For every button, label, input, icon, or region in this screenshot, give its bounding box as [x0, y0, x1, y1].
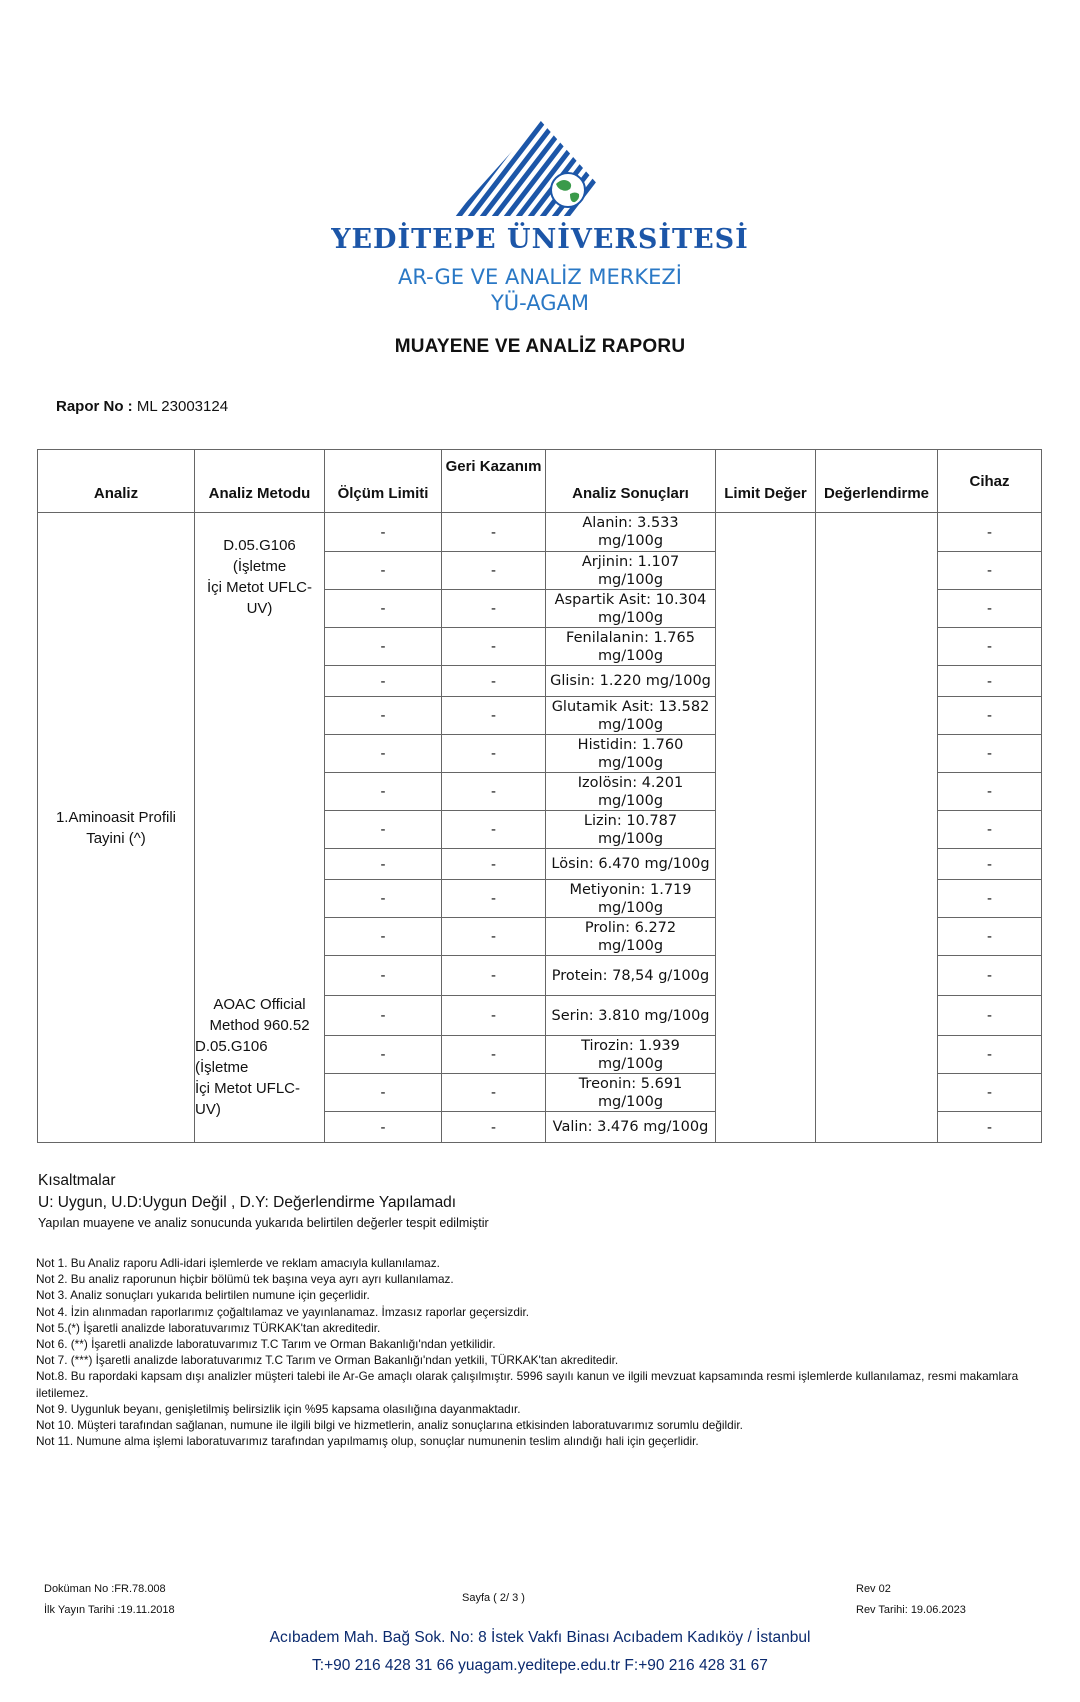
note-item: Not 1. Bu Analiz raporu Adli-idari işlemlerde ve reklam amacıyla kullanılamaz. — [36, 1256, 440, 1270]
measurement-limit-cell: - — [325, 552, 442, 590]
result-cell — [546, 513, 716, 552]
footer-page: Sayfa ( 2/ 3 ) — [462, 1592, 525, 1604]
method-line: Method 960.52 — [209, 1017, 310, 1034]
device-cell: - — [938, 735, 1042, 773]
center-name: AR-GE VE ANALİZ MERKEZİ — [398, 265, 682, 289]
note-item: Not 2. Bu analiz raporunun hiçbir bölümü tek başına veya ayrı ayrı kullanılamaz. — [36, 1272, 454, 1287]
note-item: Not 4. İzin alınmadan raporlarımız çoğaltılamaz ve yayınlanamaz. İmzasız raporlar geçersizdir. — [36, 1304, 530, 1319]
result-line: Izolösin: 4.201 — [577, 774, 684, 791]
footer-rev: Rev 02 — [856, 1583, 891, 1595]
result-line: Valin: 3.476 mg/100g — [552, 1119, 709, 1135]
footer-contact: T:+90 216 428 31 66 yuagam.yeditepe.edu.tr F:+90 216 428 31 67 — [312, 1657, 768, 1674]
measurement-limit-cell: - — [325, 880, 442, 918]
university-logo — [0, 118, 1080, 223]
result-cell — [546, 918, 716, 956]
measurement-limit-cell: - — [325, 666, 442, 697]
measurement-limit-cell: - — [325, 773, 442, 811]
recovery-cell: - — [442, 552, 546, 590]
device-cell: - — [938, 956, 1042, 996]
note-item: Not.8. Bu rapordaki kapsam dışı analizler müşteri talebi ile Ar-Ge amaçlı olarak çalışılmıştır. 5996 sayılı kanun ve ilgili mevzuat kapsamında resmi işlemlerde kullanılamaz, resmi makamlara iletilemez. — [36, 1369, 1019, 1400]
recovery-cell: - — [442, 628, 546, 666]
device-cell: - — [938, 880, 1042, 918]
recovery-cell: - — [442, 666, 546, 697]
results-table — [37, 449, 1042, 1143]
result-line: Lizin: 10.787 — [583, 812, 678, 829]
university-name: YEDİTEPE ÜNİVERSİTESİ — [331, 224, 749, 255]
device-cell: - — [938, 773, 1042, 811]
measurement-limit-cell: - — [325, 956, 442, 996]
result-cell — [546, 811, 716, 849]
recovery-cell: - — [442, 956, 546, 996]
abbreviations-line: U: Uygun, U.D:Uygun Değil , D.Y: Değerlendirme Yapılamadı — [38, 1194, 457, 1211]
device-cell: - — [938, 1112, 1042, 1143]
measurement-limit-cell: - — [325, 1036, 442, 1074]
device-cell: - — [938, 666, 1042, 697]
device-cell: - — [938, 590, 1042, 628]
result-line: Aspartik Asit: 10.304 — [554, 591, 707, 608]
measurement-limit-cell: - — [325, 996, 442, 1036]
method-line: D.05.G106 (İşletme — [195, 1038, 268, 1076]
method-line: AOAC Official — [213, 996, 306, 1013]
result-unit-line: mg/100g — [597, 609, 664, 626]
measurement-limit-cell: - — [325, 811, 442, 849]
recovery-cell: - — [442, 590, 546, 628]
recovery-cell: - — [442, 918, 546, 956]
result-cell — [546, 666, 716, 697]
result-unit-line: mg/100g — [597, 647, 664, 664]
recovery-cell: - — [442, 735, 546, 773]
recovery-cell: - — [442, 1112, 546, 1143]
analysis-name-line: Tayini (^) — [86, 829, 146, 847]
result-line: Arjinin: 1.107 — [581, 553, 680, 570]
result-cell — [546, 628, 716, 666]
recovery-cell: - — [442, 1074, 546, 1112]
footer-first-pub: İlk Yayın Tarihi :19.11.2018 — [44, 1604, 175, 1616]
header-analiz: Analiz — [38, 450, 195, 513]
device-cell: - — [938, 1074, 1042, 1112]
report-number-label: Rapor No : — [56, 398, 133, 415]
header-device: Cihaz — [938, 450, 1042, 513]
result-cell — [546, 552, 716, 590]
result-line: Glisin: 1.220 mg/100g — [550, 673, 711, 689]
limit-value-cell — [716, 513, 816, 1143]
center-short-name: YÜ-AGAM — [490, 291, 590, 315]
note-item: Not 11. Numune alma işlemi laboratuvarımız tarafından yapılmamış olup, sonuçlar numunenin teslim alındığı hali için geçerlidir. — [36, 1434, 699, 1449]
footer-address: Acıbadem Mah. Bağ Sok. No: 8 İstek Vakfı Binası Acıbadem Kadıköy / İstanbul — [269, 1629, 811, 1646]
header-method: Analiz Metodu — [195, 450, 325, 513]
table-row — [38, 513, 1042, 552]
method-line: D.05.G106 (İşletme — [223, 537, 296, 575]
evaluation-cell — [816, 513, 938, 1143]
result-cell — [546, 1112, 716, 1143]
analysis-name-cell — [38, 513, 195, 1143]
note-item: Not 3. Analiz sonuçları yukarıda belirtilen numune için geçerlidir. — [36, 1288, 370, 1303]
result-cell — [546, 956, 716, 996]
footer-doc-no: Doküman No :FR.78.008 — [44, 1583, 166, 1595]
result-unit-line: mg/100g — [597, 754, 664, 771]
header-recovery: Geri Kazanım — [442, 450, 546, 513]
result-cell — [546, 773, 716, 811]
report-number — [56, 398, 228, 415]
measurement-limit-cell: - — [325, 1112, 442, 1143]
result-line: Treonin: 5.691 — [578, 1075, 683, 1092]
measurement-limit-cell: - — [325, 628, 442, 666]
result-cell — [546, 996, 716, 1036]
note-item: Not 7. (***) İşaretli analizde laboratuvarımız T.C Tarım ve Orman Bakanlığı'ndan yetkili, TÜRKAK'tan akreditedir. — [36, 1353, 619, 1368]
result-line: Tirozin: 1.939 — [581, 1037, 680, 1054]
recovery-cell: - — [442, 513, 546, 552]
method-line: İçi Metot UFLC-UV) — [206, 579, 312, 617]
report-title: MUAYENE VE ANALİZ RAPORU — [394, 336, 686, 357]
notes-list — [36, 1255, 1046, 1449]
device-cell: - — [938, 552, 1042, 590]
device-cell: - — [938, 513, 1042, 552]
result-unit-line: mg/100g — [597, 1093, 664, 1110]
table-header-row — [38, 450, 1042, 513]
device-cell: - — [938, 996, 1042, 1036]
header-evaluation: Değerlendirme — [816, 450, 938, 513]
result-cell — [546, 590, 716, 628]
result-unit-line: mg/100g — [597, 533, 664, 549]
device-cell: - — [938, 811, 1042, 849]
result-line: Lösin: 6.470 mg/100g — [551, 856, 710, 872]
report-number-value: ML 23003124 — [136, 398, 229, 415]
device-cell: - — [938, 849, 1042, 880]
device-cell: - — [938, 918, 1042, 956]
recovery-cell: - — [442, 880, 546, 918]
abbreviations-statement: Yapılan muayene ve analiz sonucunda yukarıda belirtilen değerler tespit edilmiştir — [38, 1216, 489, 1230]
measurement-limit-cell: - — [325, 590, 442, 628]
result-unit-line: mg/100g — [597, 571, 664, 588]
result-cell — [546, 880, 716, 918]
measurement-limit-cell: - — [325, 918, 442, 956]
recovery-cell: - — [442, 811, 546, 849]
recovery-cell: - — [442, 773, 546, 811]
measurement-limit-cell: - — [325, 1074, 442, 1112]
device-cell: - — [938, 1036, 1042, 1074]
header-results: Analiz Sonuçları — [546, 450, 716, 513]
note-item: Not 10. Müşteri tarafından sağlanan, numune ile ilgili bilgi ve hizmetlerin, analiz sonuçlarına etkisinden laboratuvarımız sorumlu değildir. — [36, 1418, 743, 1433]
note-item: Not 6. (**) İşaretli analizde laboratuvarımız T.C Tarım ve Orman Bakanlığı'ndan yetkilidir. — [36, 1337, 496, 1352]
logo-triangle-icon — [450, 118, 630, 218]
measurement-limit-cell: - — [325, 697, 442, 735]
result-unit-line: mg/100g — [597, 792, 664, 809]
result-unit-line: mg/100g — [597, 830, 664, 847]
measurement-limit-cell: - — [325, 735, 442, 773]
result-cell — [546, 697, 716, 735]
result-line: Serin: 3.810 mg/100g — [551, 1007, 710, 1024]
device-cell: - — [938, 697, 1042, 735]
recovery-cell: - — [442, 1036, 546, 1074]
method-line: İçi Metot UFLC-UV) — [195, 1080, 301, 1118]
recovery-cell: - — [442, 697, 546, 735]
measurement-limit-cell: - — [325, 849, 442, 880]
device-cell: - — [938, 628, 1042, 666]
result-line: Protein: 78,54 g/100g — [551, 967, 710, 984]
recovery-cell: - — [442, 849, 546, 880]
result-unit-line: mg/100g — [597, 1055, 664, 1072]
result-cell — [546, 735, 716, 773]
abbreviations-title: Kısaltmalar — [38, 1172, 116, 1189]
result-line: Metiyonin: 1.719 — [569, 881, 692, 898]
result-line: Fenilalanin: 1.765 — [566, 629, 695, 646]
measurement-limit-cell: - — [325, 513, 442, 552]
footer-rev-date: Rev Tarihi: 19.06.2023 — [856, 1604, 966, 1616]
note-item: Not 9. Uygunluk beyanı, genişletilmiş belirsizlik için %95 kapsama olasılığına dayanmaktadır. — [36, 1401, 521, 1416]
note-item: Not 5.(*) İşaretli analizde laboratuvarımız TÜRKAK'tan akreditedir. — [36, 1320, 381, 1335]
result-cell — [546, 1036, 716, 1074]
result-line: Glutamik Asit: 13.582 — [551, 698, 710, 715]
header-limit-value: Limit Değer — [716, 450, 816, 513]
result-line: Alanin: 3.533 — [582, 515, 679, 531]
header-measurement-limit: Ölçüm Limiti — [325, 450, 442, 513]
analysis-name-line: 1.Aminoasit Profili — [55, 808, 177, 826]
result-unit-line: mg/100g — [597, 716, 664, 733]
result-unit-line: mg/100g — [597, 899, 664, 916]
result-line: Histidin: 1.760 — [577, 736, 684, 753]
result-cell — [546, 849, 716, 880]
result-cell — [546, 1074, 716, 1112]
result-line: Prolin: 6.272 — [584, 919, 677, 936]
recovery-cell: - — [442, 996, 546, 1036]
method-cell — [195, 513, 325, 1143]
result-unit-line: mg/100g — [597, 937, 664, 954]
